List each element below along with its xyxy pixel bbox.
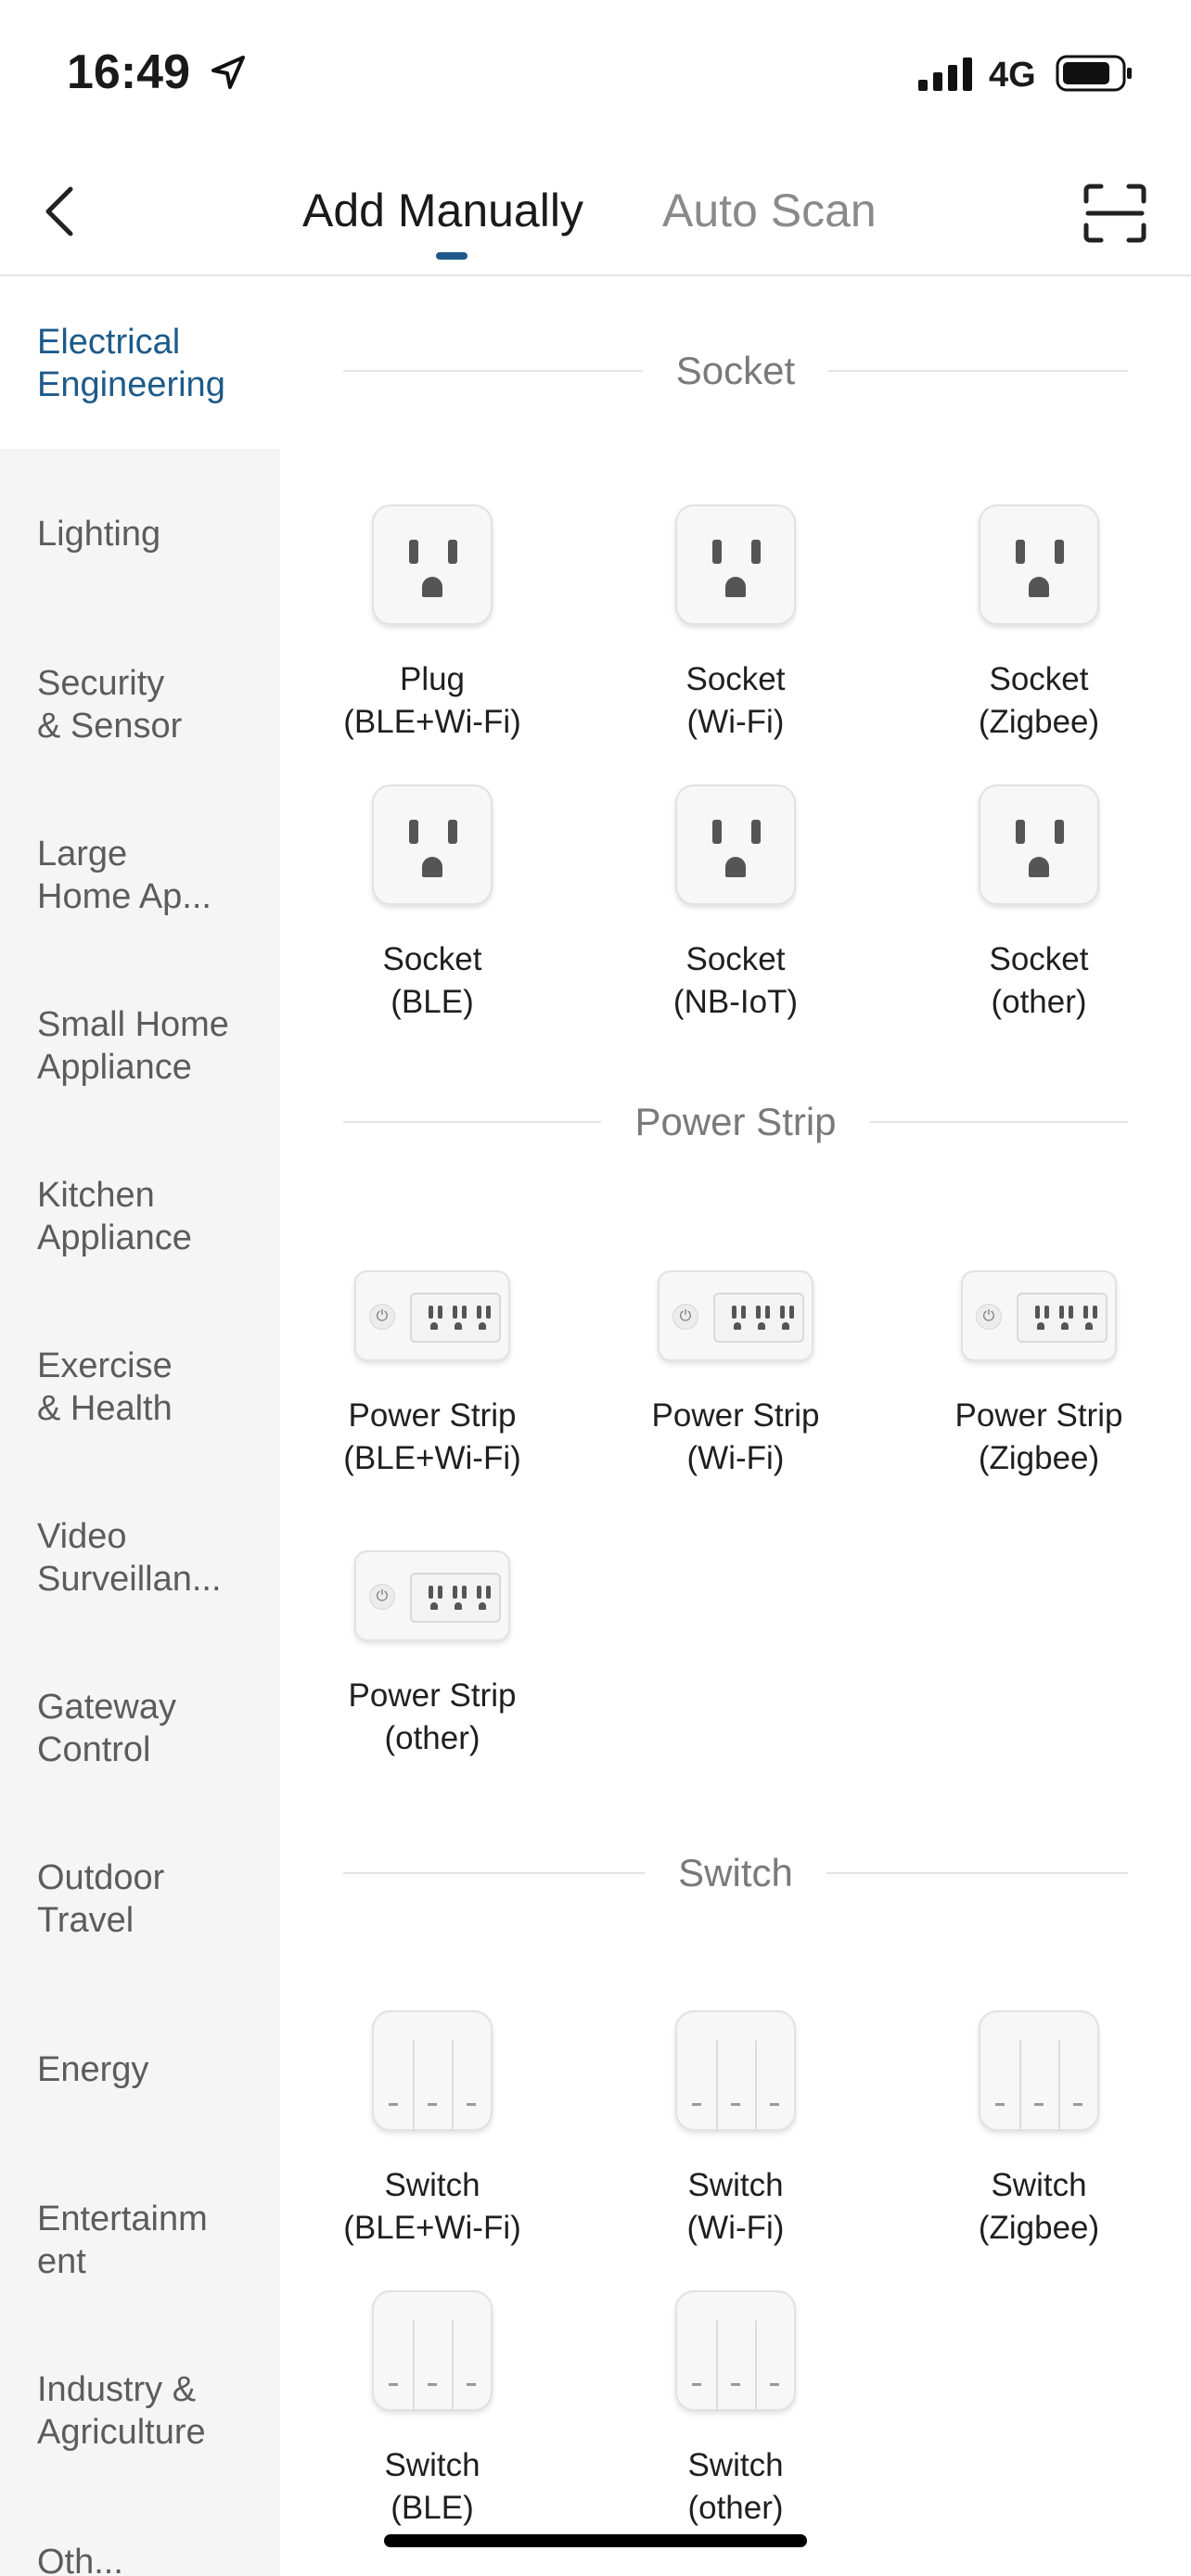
device-tile[interactable] — [606, 2010, 865, 2250]
sidebar-item-kitchen-appliance[interactable] — [0, 1131, 280, 1302]
sidebar-item-lighting[interactable] — [0, 449, 280, 619]
sidebar-item-label: Outdoor Travel — [37, 1858, 165, 1940]
device-tile[interactable] — [606, 1270, 865, 1480]
sidebar-item-label: Lighting — [37, 515, 161, 554]
scan-icon — [1082, 183, 1147, 244]
category-sidebar — [0, 278, 280, 2576]
device-tile[interactable] — [302, 2010, 562, 2250]
tab-auto-scan[interactable]: Auto Scan — [662, 185, 877, 236]
sidebar-item-electrical-engineering[interactable] — [0, 278, 280, 449]
socket-icon — [979, 784, 1099, 905]
sidebar-item-label: Exercise & Health — [37, 1346, 173, 1428]
switch-icon — [372, 2290, 493, 2411]
device-tile[interactable] — [606, 2290, 865, 2530]
status-bar — [0, 0, 1191, 148]
device-label: Socket (NB-IoT) — [672, 941, 799, 1020]
power-strip-icon: ⏻ — [354, 1550, 510, 1641]
sidebar-item-label: Video Surveillan... — [37, 1517, 222, 1599]
device-label: Power Strip (other) — [348, 1677, 517, 1756]
sidebar-item-label: Oth... — [37, 2543, 123, 2576]
switch-icon — [372, 2010, 493, 2131]
section-title: Power Strip — [634, 1100, 837, 1143]
sidebar-item-gateway-control[interactable] — [0, 1643, 280, 1814]
device-label: Switch (BLE) — [384, 2447, 480, 2526]
socket-icon — [675, 504, 796, 625]
section-header-power-strip — [343, 1094, 1128, 1150]
scan-button[interactable] — [1076, 174, 1154, 252]
active-tab-indicator — [436, 252, 467, 260]
back-chevron-icon — [41, 184, 78, 239]
divider — [343, 370, 643, 372]
divider — [828, 370, 1128, 372]
home-indicator[interactable] — [384, 2534, 807, 2547]
sidebar-item-large-home-appliance[interactable] — [0, 790, 280, 961]
device-label: Socket (Wi-Fi) — [685, 661, 786, 740]
sidebar-item-industry-agriculture[interactable] — [0, 2326, 280, 2496]
device-tile[interactable] — [909, 1270, 1169, 1480]
divider — [343, 1872, 645, 1874]
sidebar-item-label: Electrical Engineering — [37, 323, 225, 404]
device-tile[interactable] — [606, 504, 865, 744]
device-label: Socket (Zigbee) — [978, 661, 1100, 740]
signal-icon — [918, 56, 976, 93]
device-label: Switch (other) — [687, 2447, 784, 2526]
sidebar-item-label: Industry & Agriculture — [37, 2370, 206, 2452]
sidebar-item-small-home-appliance[interactable] — [0, 961, 280, 1131]
section-header-switch — [343, 1845, 1128, 1901]
device-tile[interactable] — [302, 504, 562, 744]
sidebar-item-label: Small Home Appliance — [37, 1005, 229, 1087]
socket-icon — [372, 504, 493, 625]
sidebar-item-security-sensor[interactable] — [0, 619, 280, 790]
device-label: Switch (BLE+Wi-Fi) — [343, 2167, 521, 2246]
device-tile[interactable] — [302, 2290, 562, 2530]
divider — [826, 1872, 1128, 1874]
switch-icon — [979, 2010, 1099, 2131]
power-strip-icon: ⏻ — [961, 1270, 1117, 1361]
device-tile[interactable] — [909, 2010, 1169, 2250]
device-catalog — [280, 278, 1191, 2576]
sidebar-item-label: Security & Sensor — [37, 664, 183, 746]
device-tile[interactable] — [909, 504, 1169, 744]
header — [0, 148, 1191, 276]
sidebar-item-label: Large Home Ap... — [37, 835, 211, 916]
device-tile[interactable] — [302, 1270, 562, 1480]
divider — [343, 1121, 601, 1123]
device-label: Power Strip (BLE+Wi-Fi) — [343, 1397, 521, 1476]
status-time: 16:49 — [67, 45, 190, 99]
device-tile[interactable] — [909, 784, 1169, 1024]
device-label: Power Strip (Zigbee) — [954, 1397, 1123, 1476]
device-tile[interactable] — [606, 784, 865, 1024]
device-label: Switch (Wi-Fi) — [686, 2167, 785, 2246]
power-strip-icon: ⏻ — [354, 1270, 510, 1361]
sidebar-item-label: Entertainm ent — [37, 2200, 208, 2281]
sidebar-item-other[interactable] — [0, 2541, 280, 2576]
switch-icon — [675, 2010, 796, 2131]
sidebar-item-label: Energy — [37, 2050, 149, 2089]
sidebar-item-label: Gateway Control — [37, 1688, 176, 1769]
sidebar-item-video-surveillance[interactable] — [0, 1473, 280, 1643]
switch-icon — [675, 2290, 796, 2411]
socket-icon — [979, 504, 1099, 625]
sidebar-item-energy[interactable] — [0, 1984, 280, 2155]
sidebar-item-label: Kitchen Appliance — [37, 1176, 192, 1257]
tab-add-manually[interactable]: Add Manually — [302, 185, 583, 236]
back-button[interactable] — [22, 174, 96, 249]
location-arrow-icon — [210, 54, 247, 91]
device-label: Socket (other) — [989, 941, 1089, 1020]
device-label: Socket (BLE) — [382, 941, 482, 1020]
socket-icon — [372, 784, 493, 905]
network-type: 4G — [989, 56, 1036, 95]
divider — [870, 1121, 1128, 1123]
sidebar-item-entertainment[interactable] — [0, 2155, 280, 2326]
sidebar-item-outdoor-travel[interactable] — [0, 1814, 280, 1984]
device-label: Switch (Zigbee) — [978, 2167, 1100, 2246]
battery-icon — [1056, 54, 1133, 93]
device-label: Power Strip (Wi-Fi) — [651, 1397, 820, 1476]
section-title: Socket — [675, 349, 796, 392]
device-tile[interactable] — [302, 784, 562, 1024]
section-title: Switch — [678, 1851, 793, 1894]
device-tile[interactable] — [302, 1550, 562, 1760]
device-label: Plug (BLE+Wi-Fi) — [343, 661, 521, 740]
section-header-socket — [343, 343, 1128, 399]
socket-icon — [675, 784, 796, 905]
power-strip-icon: ⏻ — [658, 1270, 813, 1361]
sidebar-item-exercise-health[interactable] — [0, 1302, 280, 1473]
